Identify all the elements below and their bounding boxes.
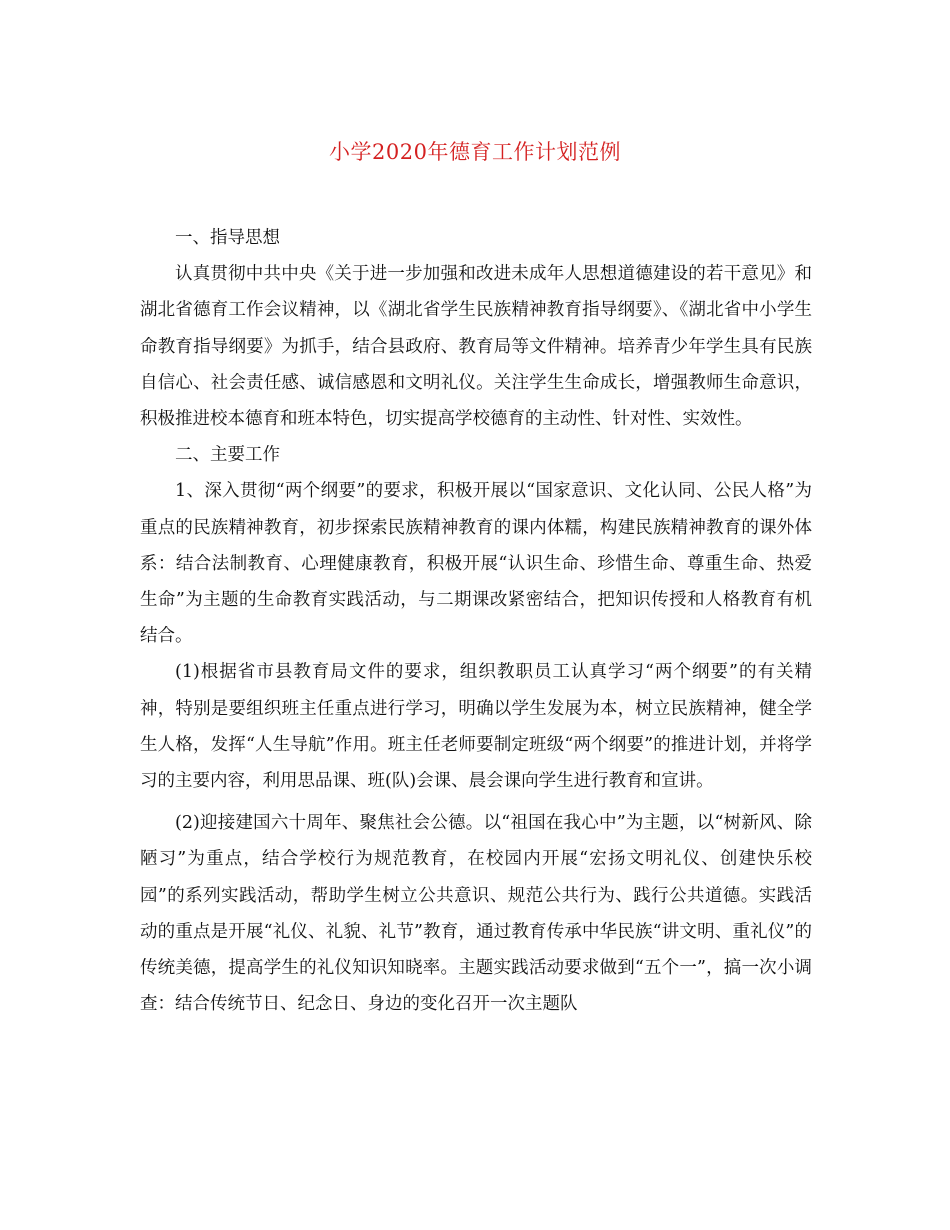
section-heading-main-work: 二、主要工作 xyxy=(175,445,280,466)
section-heading-guiding-ideology: 一、指导思想 xyxy=(175,228,280,248)
document-body xyxy=(140,220,812,1022)
paragraph-main-work-1: 1、深入贯彻“两个纲要”的要求，积极开展以“国家意识、文化认同、公民人格”为重点的民族精神教育，初步探索民族精神教育的课内体糯，构建民族精神教育的课外体系：结合法制教育、心理健康教育，积极开展“认识生命、珍惜生命、尊重生命、热爱生命”为主题的生命教育实践活动，与二期课改紧密结合，把知识传授和人格教育有机结合。 xyxy=(140,481,812,647)
paragraph-main-work-1-1: (1)根据省市县教育局文件的要求，组织教职员工认真学习“两个纲要”的有关精神，特别是要组织班主任重点进行学习，明确以学生发展为本，树立民族精神，健全学生人格，发挥“人生导航”作用。班主任老师要制定班级“两个纲要”的推进计划，并将学习的主要内容，利用思品课、班(队)会课、晨会课向学生进行教育和宣讲。 xyxy=(140,662,812,792)
document-title: 小学2020年德育工作计划范例 xyxy=(329,140,621,164)
paragraph-guiding-ideology: 认真贯彻中共中央《关于进一步加强和改进未成年人思想道德建设的若干意见》和湖北省德育工作会议精神，以《湖北省学生民族精神教育指导纲要》、《湖北省中小学生命教育指导纲要》为抓手，结合县政府、教育局等文件精神。培养青少年学生具有民族自信心、社会责任感、诚信感恩和文明礼仪。关注学生生命成长，增强教师生命意识，积极推进校本德育和班本特色，切实提高学校德育的主动性、针对性、实效性。 xyxy=(140,264,812,430)
paragraph-main-work-1-2: (2)迎接建国六十周年、聚焦社会公德。以“祖国在我心中”为主题，以“树新风、除陋习”为重点，结合学校行为规范教育，在校园内开展“宏扬文明礼仪、创建快乐校园”的系列实践活动，帮助学生树立公共意识、规范公共行为、践行公共道德。实践活动的重点是开展“礼仪、礼貌、礼节”教育，通过教育传承中华民族“讲文明、重礼仪”的传统美德，提高学生的礼仪知识知晓率。主题实践活动要求做到“五个一”，搞一次小调查：结合传统节日、纪念日、身边的变化召开一次主题队 xyxy=(140,813,812,1015)
